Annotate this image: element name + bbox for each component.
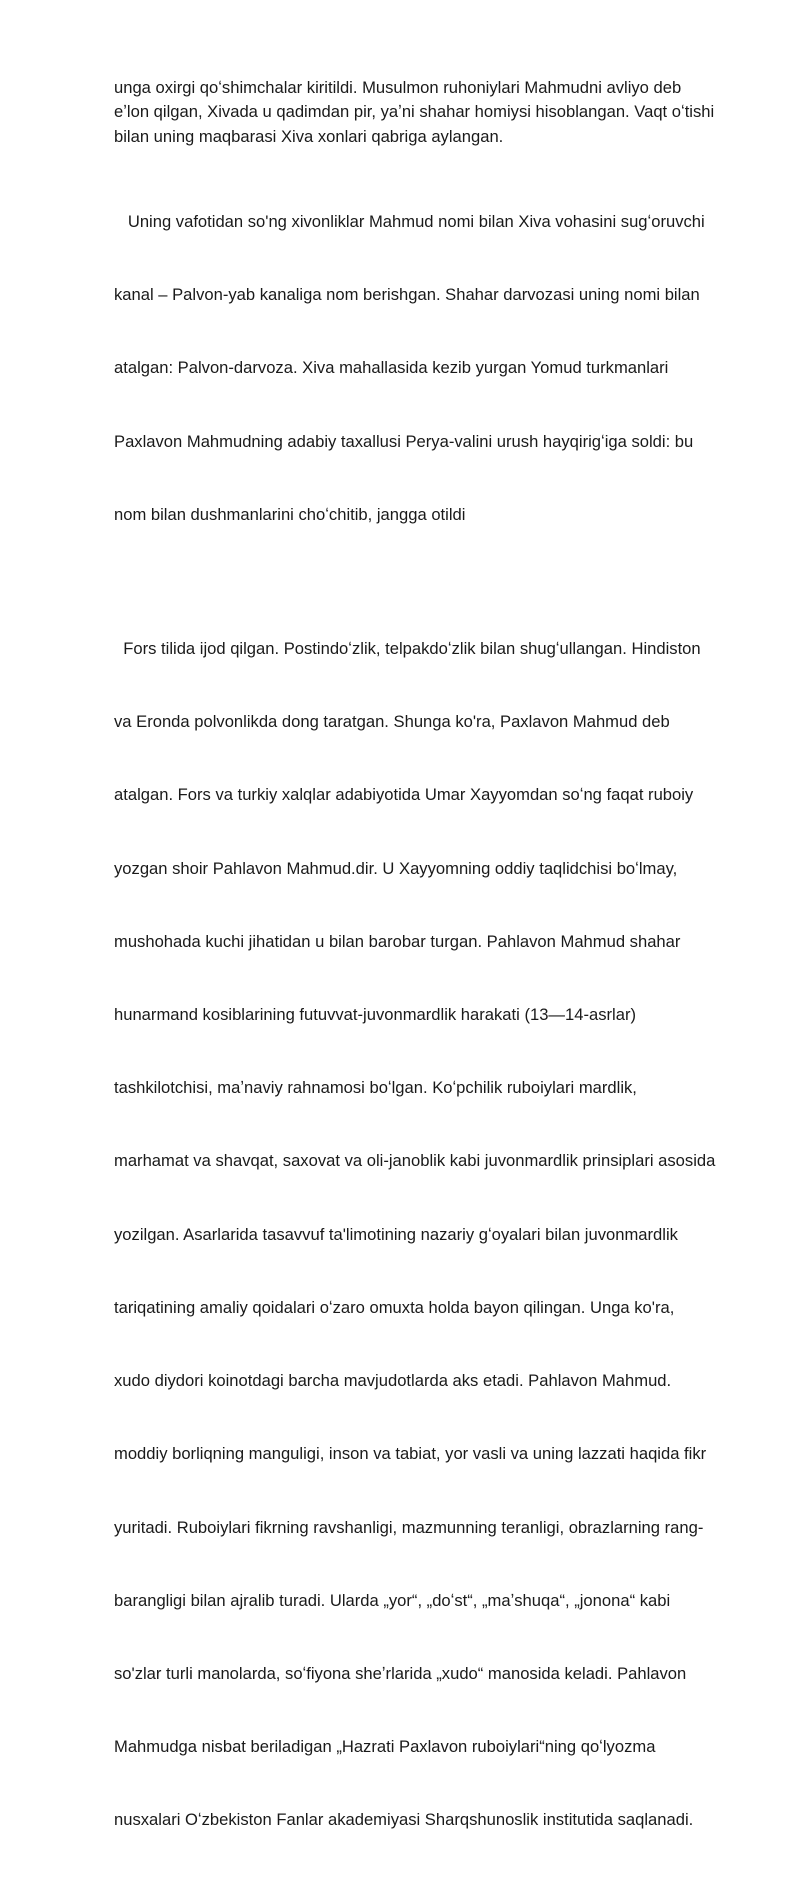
text-line: yozgan shoir Pahlavon Mahmud.dir. U Xayyomning oddiy taqlidchisi boʻlmay, — [114, 858, 678, 878]
text-line: Fors tilida ijod qilgan. Postindoʻzlik, telpakdoʻzlik bilan shugʻullangan. Hindiston — [114, 638, 701, 658]
text-line: xudo diydori koinotdagi barcha mavjudotlarda aks etadi. Pahlavon Mahmud. — [114, 1371, 672, 1391]
text-line: Mahmudga nisbat beriladigan „Hazrati Paxlavon ruboiylari“ning qoʻlyozma — [114, 1737, 656, 1757]
document-page — [114, 76, 746, 1894]
text-line: barangligi bilan ajralib turadi. Ularda „yor“, „doʻst“, „maʼshuqa“, „jonona“ kabi — [114, 1590, 671, 1610]
paragraph-2 — [114, 161, 746, 576]
text-line: hunarmand kosiblarining futuvvat-juvonmardlik harakati (13—14-asrlar) — [114, 1005, 637, 1025]
text-line: eʼlon qilgan, Xivada u qadimdan pir, yaʼni shahar homiysi hisoblangan. Vaqt oʻtishi — [114, 102, 715, 122]
text-line: nusxalari Oʻzbekiston Fanlar akademiyasi Sharqshunoslik institutida saqlanadi. — [114, 1810, 694, 1830]
text-line: unga oxirgi qoʻshimchalar kiritildi. Musulmon ruhoniylari Mahmudni avliyo deb — [114, 78, 682, 97]
paragraph-3 — [114, 588, 746, 1882]
text-line: marhamat va shavqat, saxovat va oli-janoblik kabi juvonmardlik prinsiplari asosida — [114, 1151, 716, 1171]
text-line: mushohada kuchi jihatidan u bilan barobar turgan. Pahlavon Mahmud shahar — [114, 931, 681, 951]
text-line: Paxlavon Mahmudning adabiy taxallusi Perya-valini urush hayqirigʻiga soldi: bu — [114, 431, 694, 451]
paragraph-1 — [114, 76, 746, 149]
text-line: so'zlar turli manolarda, soʻfiyona sheʼrlarida „xudo“ manosida keladi. Pahlavon — [114, 1664, 687, 1683]
text-line: nom bilan dushmanlarini choʻchitib, jangga otildi — [114, 504, 466, 524]
text-line: atalgan: Palvon-darvoza. Xiva mahallasida kezib yurgan Yomud turkmanlari — [114, 358, 669, 378]
text-line: atalgan. Fors va turkiy xalqlar adabiyotida Umar Xayyomdan soʻng faqat ruboiy — [114, 785, 694, 805]
text-line: Uning vafotidan so'ng xivonliklar Mahmud nomi bilan Xiva vohasini sugʻoruvchi — [114, 212, 705, 232]
text-line: kanal – Palvon-yab kanaliga nom berishgan. Shahar darvozasi uning nomi bilan — [114, 285, 700, 305]
text-line: tashkilotchisi, maʼnaviy rahnamosi boʻlgan. Koʻpchilik ruboiylari mardlik, — [114, 1078, 637, 1098]
text-line: yozilgan. Asarlarida tasavvuf ta'limotining nazariy gʻoyalari bilan juvonmardlik — [114, 1224, 678, 1244]
text-line: va Eronda polvonlikda dong taratgan. Shunga ko'ra, Paxlavon Mahmud deb — [114, 712, 670, 732]
text-line: moddiy borliqning manguligi, inson va tabiat, yor vasli va uning lazzati haqida fikr — [114, 1444, 707, 1464]
text-line: tariqatining amaliy qoidalari oʻzaro omuxta holda bayon qilingan. Unga ko'ra, — [114, 1297, 675, 1317]
text-line: bilan uning maqbarasi Xiva xonlari qabriga aylangan. — [114, 126, 504, 146]
text-line: yuritadi. Ruboiylari fikrning ravshanligi, mazmunning teranligi, obrazlarning rang- — [114, 1517, 704, 1537]
